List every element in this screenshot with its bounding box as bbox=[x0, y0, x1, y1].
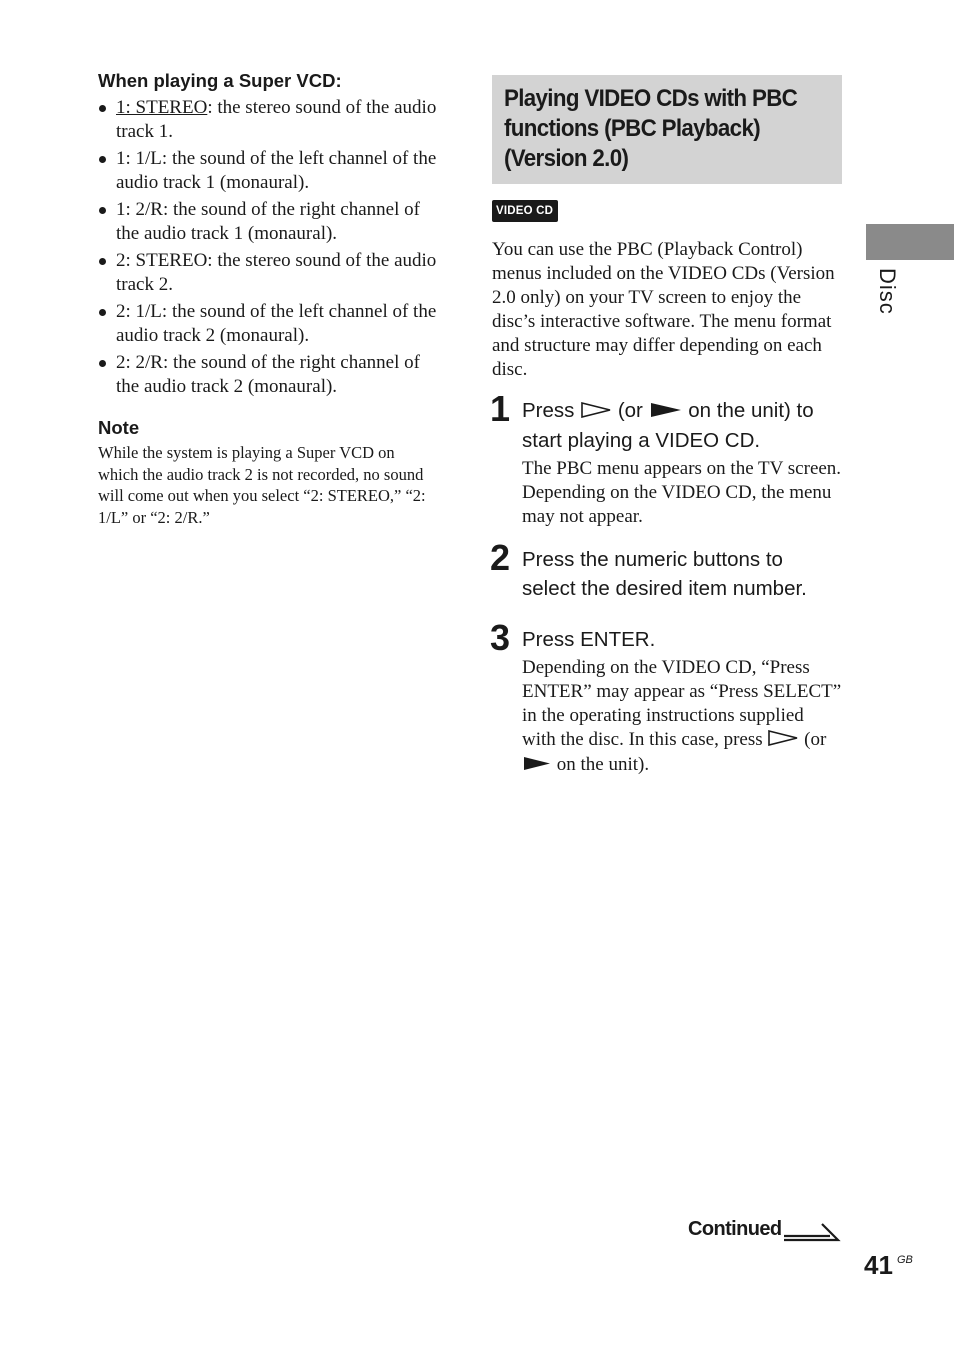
bullet-icon bbox=[99, 258, 106, 265]
step-heading-part: Press bbox=[522, 399, 575, 422]
step-3 bbox=[490, 617, 842, 778]
step-number: 1 bbox=[490, 388, 511, 429]
bullet-icon bbox=[99, 156, 106, 163]
step-1 bbox=[490, 388, 842, 529]
right-column bbox=[492, 75, 842, 778]
list-item bbox=[98, 249, 443, 297]
underlined-term: 1: STEREO bbox=[116, 97, 208, 118]
play-solid-icon bbox=[523, 754, 551, 778]
section-title: Playing VIDEO CDs with PBC functions (PBC Playback) (Version 2.0) bbox=[504, 85, 798, 172]
continued-label: Continued bbox=[688, 1218, 782, 1240]
audio-track-list bbox=[98, 96, 443, 399]
bullet-icon bbox=[99, 309, 106, 316]
section-title-box bbox=[492, 75, 842, 184]
continued-arrow-icon bbox=[782, 1220, 842, 1249]
play-outline-icon bbox=[768, 729, 798, 753]
super-vcd-subheading: When playing a Super VCD: bbox=[98, 70, 342, 91]
left-column bbox=[98, 70, 443, 528]
step-body-part: on the unit). bbox=[556, 754, 650, 775]
step-2 bbox=[490, 537, 842, 603]
list-item-text: 2: STEREO: the stereo sound of the audio track 2. bbox=[116, 250, 437, 295]
list-item-text: 2: 1/L: the sound of the left channel of the audio track 2 (monaural). bbox=[116, 301, 437, 346]
step-heading-part: on the unit) to start playing a VIDEO CD. bbox=[522, 399, 814, 452]
list-item bbox=[98, 300, 443, 348]
list-item bbox=[98, 96, 443, 144]
play-outline-icon bbox=[581, 397, 611, 426]
list-item-text: 1: 1/L: the sound of the left channel of the audio track 1 (monaural). bbox=[116, 148, 437, 193]
chapter-tab-label bbox=[872, 268, 912, 328]
step-body bbox=[522, 656, 842, 778]
chapter-tab-text: Disc bbox=[875, 268, 900, 315]
step-heading: Press ENTER. bbox=[522, 628, 656, 651]
bullet-icon bbox=[99, 207, 106, 214]
step-heading-part: (or bbox=[617, 399, 643, 422]
list-item bbox=[98, 147, 443, 195]
intro-paragraph: You can use the PBC (Playback Control) menus included on the VIDEO CDs (Version 2.0 only) on your TV screen to enjoy the disc’s interactive software. The menu format and structure may differ depending on each disc. bbox=[492, 239, 835, 380]
chapter-tab bbox=[866, 224, 954, 260]
play-solid-icon bbox=[650, 397, 682, 426]
step-number: 3 bbox=[490, 617, 511, 658]
page-number: 41 bbox=[864, 1250, 893, 1280]
list-item bbox=[98, 198, 443, 246]
note-text: While the system is playing a Super VCD on which the audio track 2 is not recorded, no sound will come out when you select “2: STEREO,” “2: 1/L” or “2: 2/R.” bbox=[98, 443, 426, 527]
step-body-part: (or bbox=[804, 729, 827, 750]
video-cd-badge: VIDEO CD bbox=[492, 200, 558, 222]
step-body-part: Depending on the VIDEO CD, “Press ENTER” may appear as “Press SELECT” in the operating instructions supplied with the disc. In this case, press bbox=[522, 657, 842, 750]
step-heading: Press the numeric buttons to select the desired item number. bbox=[522, 548, 807, 600]
step-number: 2 bbox=[490, 537, 511, 578]
list-item-text: 2: 2/R: the sound of the right channel of the audio track 2 (monaural). bbox=[116, 352, 420, 397]
list-item-text: : the stereo sound of the audio track 1. bbox=[116, 97, 437, 142]
list-item-text: 1: 2/R: the sound of the right channel of the audio track 1 (monaural). bbox=[116, 199, 420, 244]
step-body: The PBC menu appears on the TV screen. Depending on the VIDEO CD, the menu may not appear. bbox=[522, 458, 842, 527]
page-suffix: GB bbox=[897, 1254, 913, 1266]
step-heading bbox=[522, 396, 842, 455]
note-heading: Note bbox=[98, 417, 140, 438]
list-item bbox=[98, 351, 443, 399]
bullet-icon bbox=[99, 105, 106, 112]
bullet-icon bbox=[99, 360, 106, 367]
